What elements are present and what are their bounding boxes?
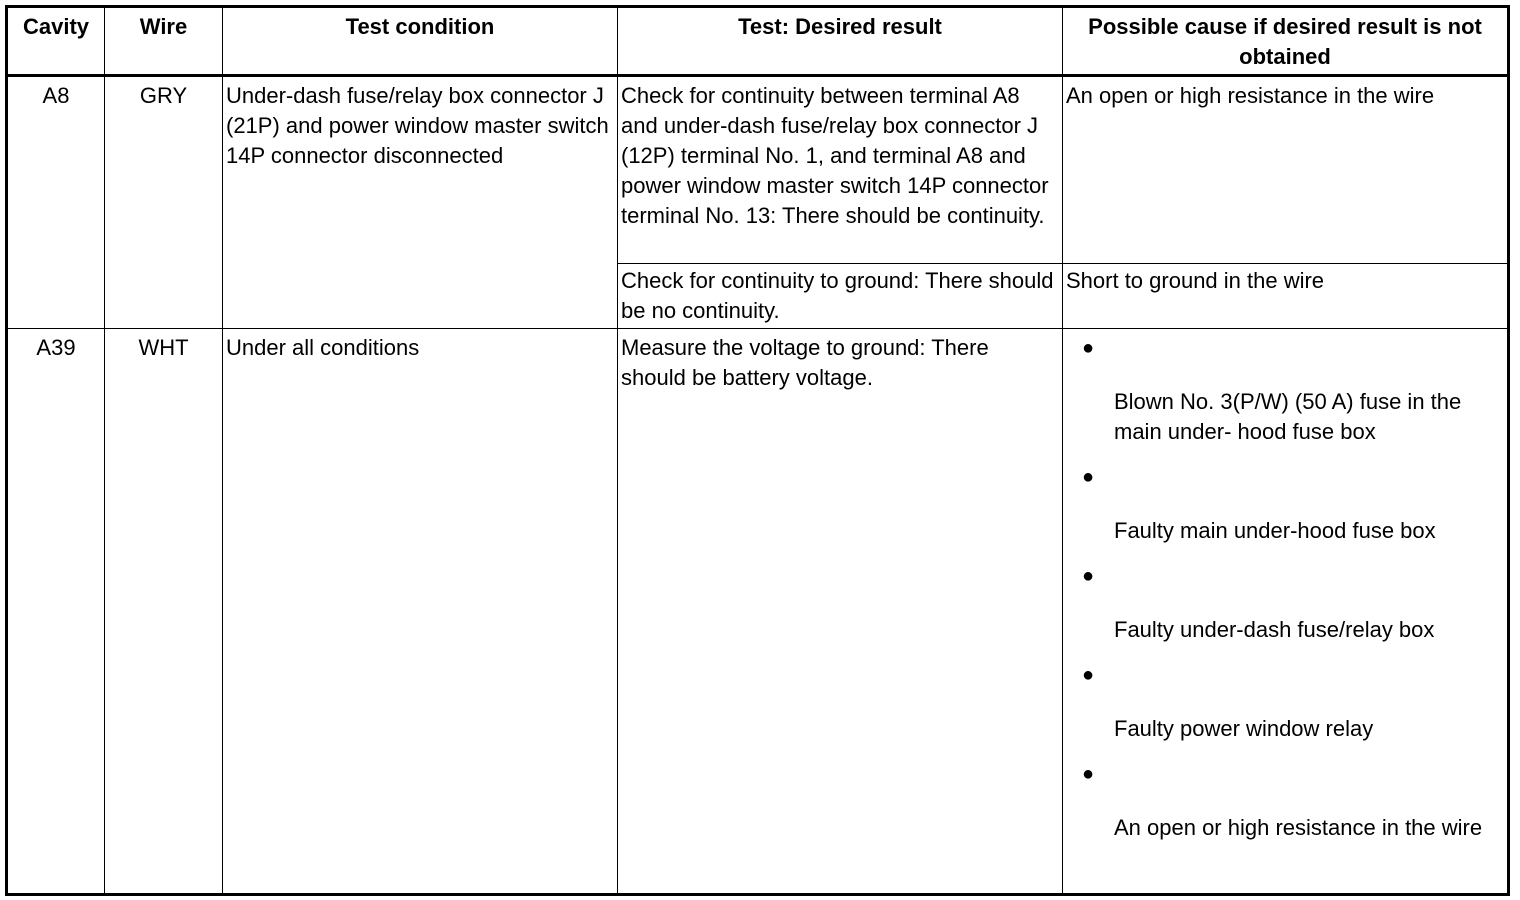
cavity-cell: A39 — [7, 329, 105, 895]
desired-result-cell: Measure the voltage to ground: There should be battery voltage. — [618, 329, 1063, 895]
cause-text: Faulty main under-hood fuse box — [1114, 518, 1436, 543]
list-item — [1066, 561, 1504, 645]
cause-text: An open or high resistance in the wire — [1114, 815, 1483, 840]
possible-cause-cell: Short to ground in the wire — [1063, 264, 1509, 329]
cause-text: Faulty under-dash fuse/relay box — [1114, 617, 1435, 642]
desired-result-cell: Check for continuity to ground: There should be no continuity. — [618, 264, 1063, 329]
test-condition-cell: Under-dash fuse/relay box connector J (21P) and power window master switch 14P connector disconnected — [223, 76, 618, 329]
cause-list — [1066, 333, 1504, 843]
table-row — [7, 76, 1509, 264]
list-item — [1066, 333, 1504, 447]
test-condition-cell: Under all conditions — [223, 329, 618, 895]
wire-color-cell: WHT — [105, 329, 223, 895]
possible-cause-cell — [1063, 329, 1509, 895]
list-item — [1066, 759, 1504, 843]
header-row — [7, 7, 1509, 76]
diagnostic-table — [5, 5, 1510, 896]
bullet-icon: ● — [1082, 565, 1095, 587]
header-wire: Wire — [105, 7, 223, 76]
list-item — [1066, 462, 1504, 546]
header-possible-cause: Possible cause if desired result is not obtained — [1063, 7, 1509, 76]
wire-color-cell: GRY — [105, 76, 223, 329]
bullet-icon: ● — [1082, 466, 1095, 488]
bullet-icon: ● — [1082, 337, 1095, 359]
desired-result-cell: Check for continuity between terminal A8 and under-dash fuse/relay box connector J (12P) terminal No. 1, and terminal A8 and power window master switch 14P connector terminal No. 13: There should be continuity. — [618, 76, 1063, 264]
possible-cause-cell: An open or high resistance in the wire — [1063, 76, 1509, 264]
cavity-cell: A8 — [7, 76, 105, 329]
cause-text: Blown No. 3(P/W) (50 A) fuse in the main under- hood fuse box — [1114, 389, 1462, 444]
bullet-icon: ● — [1082, 664, 1095, 686]
bullet-icon: ● — [1082, 763, 1095, 785]
table-row — [7, 329, 1509, 895]
header-test-condition: Test condition — [223, 7, 618, 76]
cause-text: Faulty power window relay — [1114, 716, 1374, 741]
header-desired-result: Test: Desired result — [618, 7, 1063, 76]
list-item — [1066, 660, 1504, 744]
header-cavity: Cavity — [7, 7, 105, 76]
